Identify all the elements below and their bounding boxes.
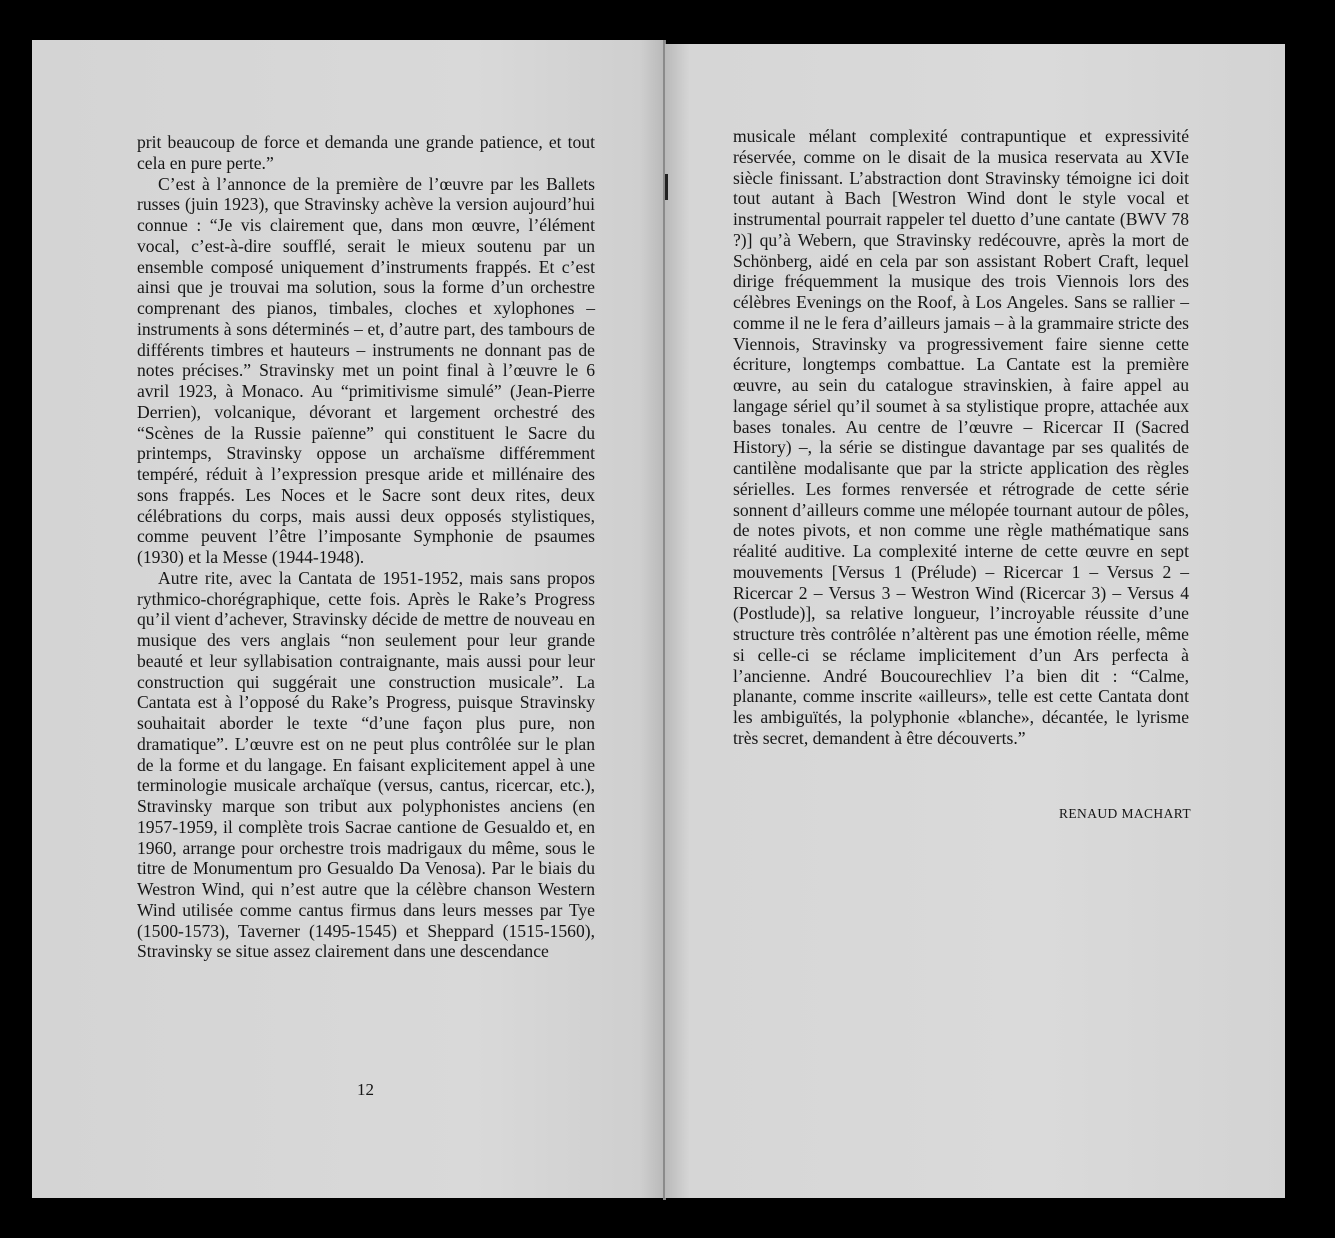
right-page-text xyxy=(733,126,1189,749)
author-signature: RENAUD MACHART xyxy=(1059,806,1191,821)
left-page-text xyxy=(137,132,595,962)
right-paragraph: musicale mélant complexité contrapuntique et expressivité réservée, comme on le disait de la musica reservata au XVIe siècle finissant. L’abstraction dont Stravinsky témoigne ici doit tout autant à Bach [Westron Wind dont le style vocal et instrumental pourrait rappeler tel duetto d’une cantate (BWV 78 ?)] qu’à Webern, que Stravinsky redécouvre, après la mort de Schönberg, aidé en cela par son assistant Robert Craft, lequel dirige fréquemment la musique des trois Viennois lors des célèbres Evenings on the Roof, à Los Angeles. Sans se rallier – comme il ne le fera d’ailleurs jamais – à la grammaire stricte des Viennois, Stravinsky va progressivement faire sienne cette écriture, longtemps combattue. La Cantate est la première œuvre, au sein du catalogue stravinskien, à faire appel au langage sériel qu’il soumet à sa stylistique propre, attachée aux bases tonales. Au centre de l’œuvre – Ricercar II (Sacred History) –, la série se distingue davantage par ses qualités de cantilène modalisante que par la stricte application des règles sérielles. Les formes renversée et rétrograde de cette série sonnent d’ailleurs comme une mélopée tournant autour de pôles, de notes pivots, et non comme une règle mathématique sans réalité auditive. La complexité interne de cette œuvre en sept mouvements [Versus 1 (Prélude) – Ricercar 1 – Versus 2 – Ricercar 2 – Versus 3 – Westron Wind (Ricercar 3) – Versus 4 (Postlude)], sa relative longueur, l’incroyable réussite d’une structure très contrôlée n’altèrent pas une émotion réelle, même si celle-ci se réclame implicitement d’un Ars perfecta à l’ancienne. André Boucourechliev l’a bien dit : “Calme, planante, comme inscrite «ailleurs», telle est cette Cantata dont les ambiguïtés, la polyphonie «blanche», décantée, le lyrisme très secret, demandent à être découverts.” xyxy=(733,126,1189,748)
left-paragraph-1: prit beaucoup de force et demanda une grande patience, et tout cela en pure perte.” xyxy=(137,132,595,173)
left-paragraph-2: C’est à l’annonce de la première de l’œuvre par les Ballets russes (juin 1923), que Stravinsky achève la version aujourd’hui connue : “Je vis clairement que, dans mon œuvre, l’élément vocal, c’est-à-dire soufflé, serait le mieux soutenu par un ensemble composé uniquement d’instruments frappés. Et c’est ainsi que je trouvai ma solution, sous la forme d’un orchestre comprenant des pianos, timbales, cloches et xylophones – instruments à sons déterminés – et, d’autre part, des tambours de différents timbres et hauteurs – instruments ne donnant pas de notes précises.” Stravinsky met un point final à l’œuvre le 6 avril 1923, à Monaco. Au “primitivisme simulé” (Jean-Pierre Derrien), volcanique, dévorant et largement orchestré des “Scènes de la Russie païenne” qui constituent le Sacre du printemps, Stravinsky oppose un archaïsme différemment tempéré, réduit à l’expression presque aride et millénaire des sons frappés. Les Noces et le Sacre sont deux rites, deux célébrations du corps, mais aussi deux opposés stylistiques, comme peuvent l’être l’imposante Symphonie de psaumes (1930) et la Messe (1944-1948). xyxy=(137,173,595,567)
binding-mark xyxy=(665,174,668,200)
left-paragraph-3: Autre rite, avec la Cantata de 1951-1952, mais sans propos rythmico-chorégraphique, cette fois. Après le Rake’s Progress qu’il vient d’achever, Stravinsky décide de mettre de nouveau en musique des vers anglais “non seulement pour leur grande beauté et leur syllabisation contraignante, mais aussi pour leur construction qui suggérait une construction musicale”. La Cantata est à l’opposé du Rake’s Progress, puisque Stravinsky souhaitait aborder le texte “d’une façon plus pure, non dramatique”. L’œuvre est on ne peut plus contrôlée sur le plan de la forme et du langage. En faisant explicitement appel à une terminologie musicale archaïque (versus, cantus, ricercar, etc.), Stravinsky marque son tribut aux polyphonistes anciens (en 1957-1959, il complète trois Sacrae cantione de Gesualdo et, en 1960, arrange pour orchestre trois madrigaux du même, sous le titre de Monumentum pro Gesualdo Da Venosa). Par le biais du Westron Wind, qui n’est autre que la célèbre chanson Western Wind utilisée comme cantus firmus dans leurs messes par Tye (1500-1573), Taverner (1495-1545) et Sheppard (1515-1560), Stravinsky se situe assez clairement dans une descendance xyxy=(137,567,595,962)
right-page xyxy=(665,44,1285,1198)
left-page xyxy=(32,40,665,1198)
page-number: 12 xyxy=(357,1080,374,1099)
